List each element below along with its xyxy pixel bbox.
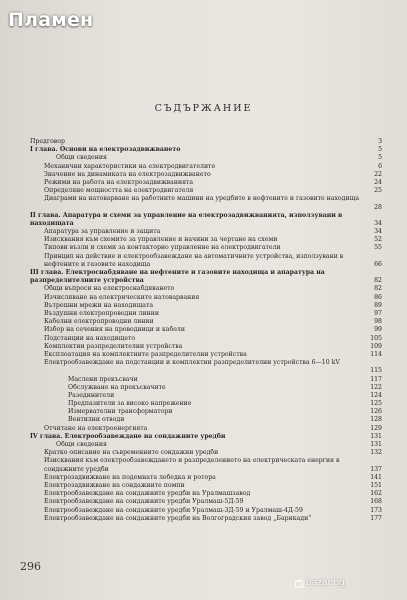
toc-entry: [30, 416, 382, 424]
toc-entry-title: Избор на сечения на проводници и кабели: [44, 326, 185, 334]
toc-entry: [30, 343, 382, 351]
toc-entry: [30, 515, 382, 523]
toc-entry-page: 105: [370, 334, 382, 342]
toc-entry-page: 141: [370, 473, 382, 481]
toc-entry: [30, 474, 382, 482]
toc-entry-title: Измервателни трансформатори: [68, 408, 173, 416]
toc-entry-page: 98: [374, 318, 382, 326]
toc-entry-page: 124: [370, 391, 382, 399]
toc-entry-title: Електрозадвижване на сондажните помпи: [44, 481, 185, 489]
toc-entry: [30, 351, 382, 359]
toc-entry-page: 3: [378, 138, 382, 145]
toc-entry-page: 34: [374, 219, 382, 227]
toc-entry-page: 122: [370, 383, 382, 391]
toc-entry-page: 25: [374, 187, 382, 195]
toc-entry: [30, 449, 382, 457]
toc-entry: [30, 335, 382, 343]
toc-entry: [30, 294, 382, 302]
toc-entry-title: Изчисляване на електрическите натоварвания: [44, 293, 200, 301]
toc-entry: [30, 441, 382, 449]
toc-entry: [30, 154, 382, 162]
toc-entry: [30, 236, 382, 244]
toc-entry: [30, 392, 382, 400]
toc-entry-title: Режими на работа на електрозадвижванията: [44, 178, 194, 186]
toc-entry-page: 52: [374, 236, 382, 244]
toc-entry-title: I глава. Основи на електрозадвижването: [30, 146, 181, 154]
toc-entry-page: 129: [370, 424, 382, 432]
toc-entry: [30, 228, 382, 236]
toc-entry-page: 115: [370, 367, 382, 375]
page-title: СЪДЪРЖАНИЕ: [154, 103, 253, 114]
toc-entry-title: Маслени прекъсвачи: [68, 375, 138, 383]
toc-entry: [30, 408, 382, 416]
toc-entry: [30, 482, 382, 490]
toc-entry: [30, 490, 382, 498]
toc-entry-title: Вентилни отводи: [68, 416, 125, 424]
toc-entry-page: 89: [374, 301, 382, 309]
toc-entry-page: 82: [374, 285, 382, 293]
toc-entry: [30, 457, 382, 473]
toc-entry-title: Електрообзавеждане на подстанции и комплектни разпределителни устройства 6—10 kV: [44, 359, 340, 367]
toc-entry: [30, 400, 382, 408]
toc-entry-page: 22: [374, 170, 382, 178]
toc-entry: [30, 433, 382, 441]
toc-entry: [30, 285, 382, 293]
toc-entry-page: 173: [370, 506, 382, 514]
toc-entry-title: Въздушни електропроводни линии: [44, 310, 159, 317]
toc-entry: [30, 212, 382, 228]
toc-entry-title: Значение на динамиката на електрозадвижването: [44, 170, 211, 178]
toc-entry-title: Изисквания към схемите за управление и начини за чертане на схеми: [44, 236, 278, 244]
toc-entry: [30, 359, 382, 375]
toc-entry-title: Механични характеристики на електродвигателите: [44, 162, 216, 170]
shopping-bag-icon: [294, 578, 304, 588]
toc-entry-title: Предпазители за високо напрежение: [68, 400, 192, 408]
toc-entry: [30, 179, 382, 187]
toc-entry-title: III глава. Електроснабдяване на нефтените и газовите находища и апаратура на разпределителните устройства: [30, 269, 325, 285]
toc-entry: [30, 498, 382, 506]
toc-entry-page: 97: [374, 310, 382, 317]
toc-entry-title: Общи сведения: [56, 441, 107, 449]
toc-entry: [30, 507, 382, 515]
toc-entry: [30, 163, 382, 171]
table-of-contents: [30, 138, 382, 523]
toc-entry: [30, 318, 382, 326]
toc-entry: [30, 195, 382, 211]
toc-entry-title: Типови възли и схеми за контакторно управление на електродвигатели: [44, 244, 281, 252]
toc-entry-page: 5: [378, 154, 382, 162]
toc-entry-title: Изисквания към електрообзавеждането и разпределението на електрическата енергия в сондажните уредби: [44, 457, 340, 473]
toc-entry-title: Подстанции на находището: [44, 334, 136, 342]
toc-entry-title: Електрообзавеждане на сондажните уредби на Волгоградския завод „Барикади“: [44, 514, 312, 522]
toc-entry-title: Електрообзавеждане на сондажните уредби Уралмаш-3Д-59 и Уралмаш-4Д-59: [44, 506, 303, 514]
toc-entry-page: 132: [370, 449, 382, 457]
brand-logo: Пламен: [8, 9, 94, 31]
toc-entry-page: 34: [374, 228, 382, 236]
toc-entry-page: 28: [374, 203, 382, 211]
toc-entry-title: Разединители: [68, 391, 115, 399]
toc-entry-page: 177: [370, 514, 382, 522]
toc-entry-page: 109: [370, 342, 382, 350]
toc-entry: [30, 326, 382, 334]
toc-entry-title: Кабелни електропроводни линии: [44, 318, 154, 326]
toc-entry-title: Комплектни разпределителни устройства: [44, 342, 183, 350]
toc-entry: [30, 146, 382, 154]
toc-entry-title: Общи сведения: [56, 154, 107, 162]
toc-entry-title: Електрозадвижване на подемната лебедка и ротора: [44, 473, 216, 481]
toc-entry-page: 24: [374, 178, 382, 186]
toc-entry-page: 128: [370, 416, 382, 424]
toc-entry-page: 86: [374, 293, 382, 301]
toc-entry-title: II глава. Апаратура и схеми за управление на електрозадвижванията, използувани в находищата: [30, 211, 343, 227]
toc-entry-title: Принцип на действие и електрообзавеждане на автоматичните устройства, използувани в нефтените и газовите находища: [44, 252, 344, 268]
toc-entry-page: 137: [370, 465, 382, 473]
toc-entry: [30, 269, 382, 285]
page-number: 296: [20, 560, 41, 573]
toc-entry-title: Отчитане на електроенергията: [44, 424, 148, 432]
toc-entry-title: Електрообзавеждане на сондажните уредби на Уралмашзавод: [44, 490, 251, 498]
toc-entry-title: Обслужване на прекъсвачите: [68, 383, 166, 391]
toc-entry: [30, 310, 382, 318]
toc-entry: [30, 138, 382, 146]
toc-entry-page: 6: [378, 162, 382, 170]
toc-entry-title: Предговор: [30, 138, 65, 145]
toc-entry-title: Електрообзавеждане на сондажните уредби Уралмаш-5Д-59: [44, 498, 244, 506]
toc-entry-title: Кратко описание на съвременните сондажни уредби: [44, 449, 219, 457]
toc-entry: [30, 244, 382, 252]
toc-entry-page: 66: [374, 260, 382, 268]
toc-entry-page: 82: [374, 277, 382, 285]
toc-entry: [30, 302, 382, 310]
toc-entry-title: Апаратура за управление и защита: [44, 228, 161, 236]
toc-entry-page: 125: [370, 400, 382, 408]
toc-entry-page: 131: [370, 441, 382, 449]
toc-entry-title: Вътрешни мрежи на находищата: [44, 301, 154, 309]
toc-entry-title: Диаграми на натоварване на работните машини на уредбите в нефтените и газовите находища: [44, 195, 360, 203]
toc-entry: [30, 425, 382, 433]
toc-entry-title: Общи въпроси на електроснабдяването: [44, 285, 175, 293]
toc-entry-page: 99: [374, 326, 382, 334]
toc-entry-page: 162: [370, 490, 382, 498]
toc-entry-title: IV глава. Електрообзавеждане на сондажните уредби: [30, 432, 226, 440]
toc-entry-page: 151: [370, 481, 382, 489]
toc-entry-page: 114: [370, 350, 382, 358]
toc-entry-title: Експлоатация на комплектните разпределителни устройства: [44, 350, 247, 358]
watermark: bazar.bg: [306, 578, 345, 588]
toc-entry-page: 168: [370, 498, 382, 506]
toc-entry: [30, 384, 382, 392]
toc-entry-page: 55: [374, 244, 382, 252]
toc-entry: [30, 253, 382, 269]
toc-entry: [30, 376, 382, 384]
toc-entry-title: Определяне мощността на електродвигателя: [44, 187, 194, 195]
toc-entry-page: 126: [370, 408, 382, 416]
toc-entry-page: 5: [378, 146, 382, 154]
toc-entry: [30, 187, 382, 195]
toc-entry-page: 117: [370, 375, 382, 383]
toc-entry-page: 131: [370, 432, 382, 440]
toc-entry: [30, 171, 382, 179]
